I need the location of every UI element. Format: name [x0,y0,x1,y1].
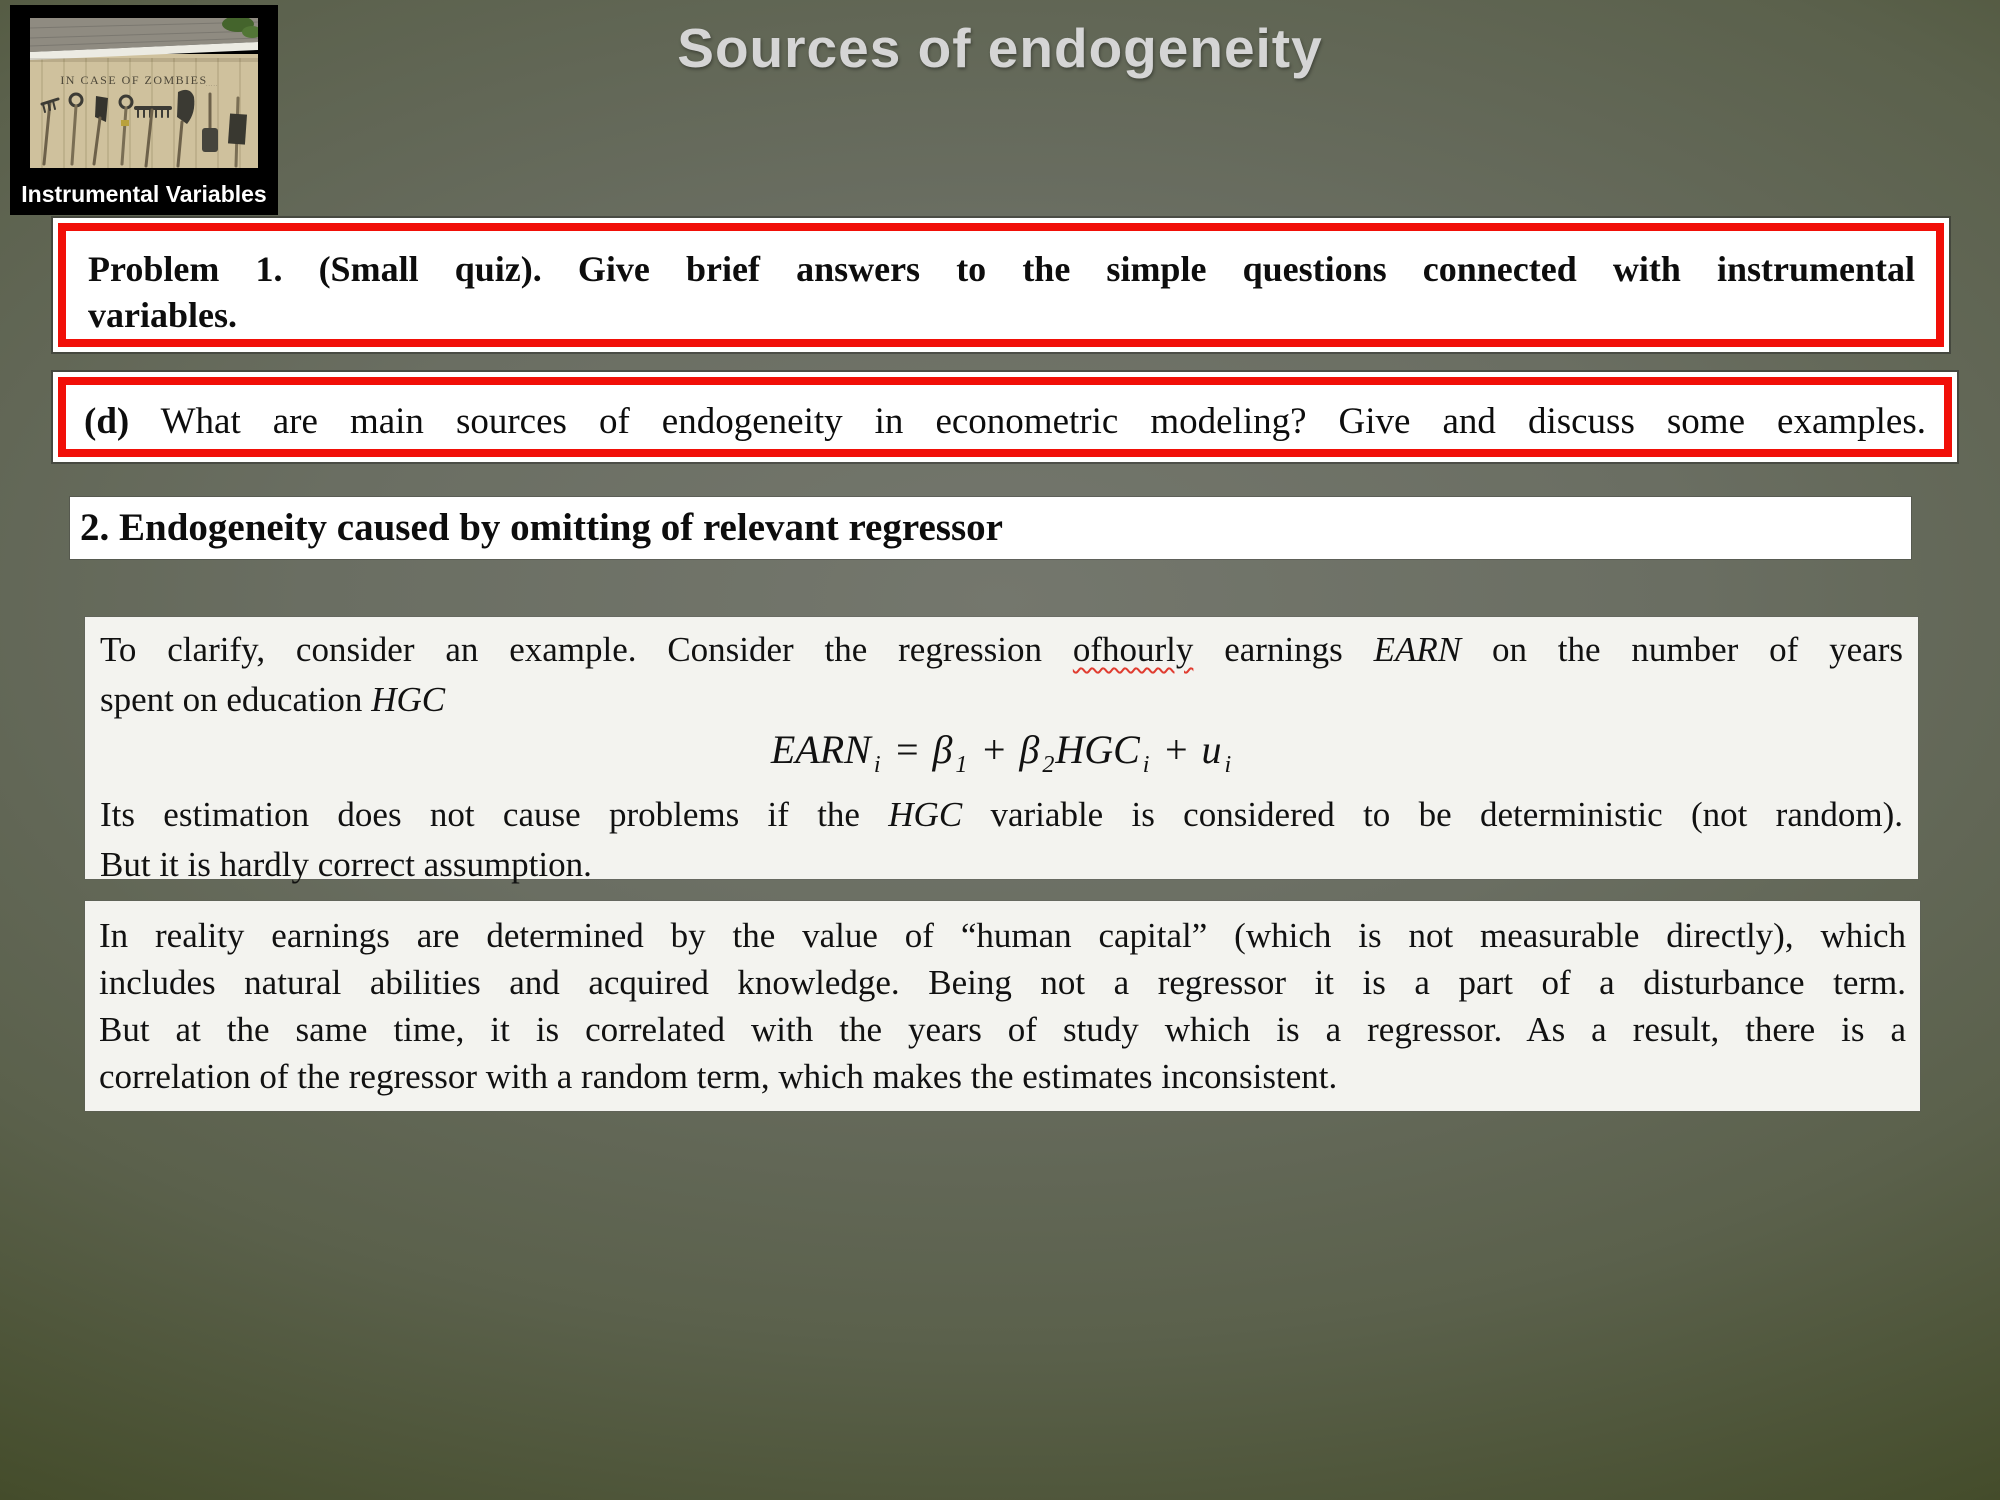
problem1-line2: variables. [88,295,237,335]
example-line1: To clarify, consider an example. Consider the regression ofhourly earnings EARN on the number of years [100,630,1903,669]
reality-box [85,901,1920,1111]
example-line4: But it is hardly correct assumption. [100,845,592,884]
regression-equation: EARN $_i$ = β $_1$ + β $_2$HGC $_i$ + u $_i$ [770,727,1232,778]
problem1-line1: Problem 1. (Small quiz). Give brief answers to the simple questions connected with instrumental [88,249,1915,289]
zombie-sign-dots: . . . . . [206,83,218,88]
reality-line3: But at the same time, it is correlated with the years of study which is a regressor. As a result, there is a [99,1010,1906,1049]
question-d-line: (d) What are main sources of endogeneity in econometric modeling? Give and discuss some examples. [84,401,1926,442]
example-line2: spent on education HGC [100,680,446,719]
question-d-box [58,377,1952,457]
reality-line4: correlation of the regressor with a random term, which makes the estimates inconsistent. [99,1057,1338,1096]
picture-caption: Instrumental Variables [21,180,267,207]
slide-title: Sources of endogeneity [677,17,1323,79]
reality-line2: includes natural abilities and acquired knowledge. Being not a regressor it is a part of a disturbance term. [99,963,1906,1002]
zombie-tools-picture [10,5,278,215]
zombie-sign-text: IN CASE OF ZOMBIES [60,73,208,87]
example-line3: Its estimation does not cause problems if the HGC variable is considered to be deterministic (not random). [100,795,1903,834]
misspelled-word: ofhourly [1072,630,1194,669]
example-box [85,617,1918,884]
problem1-box [58,223,1944,347]
reality-line1: In reality earnings are determined by the value of “human capital” (which is not measurable directly), which [99,916,1906,955]
section-heading: 2. Endogeneity caused by omitting of relevant regressor [70,497,1911,559]
garden-tools-photo [30,18,258,168]
